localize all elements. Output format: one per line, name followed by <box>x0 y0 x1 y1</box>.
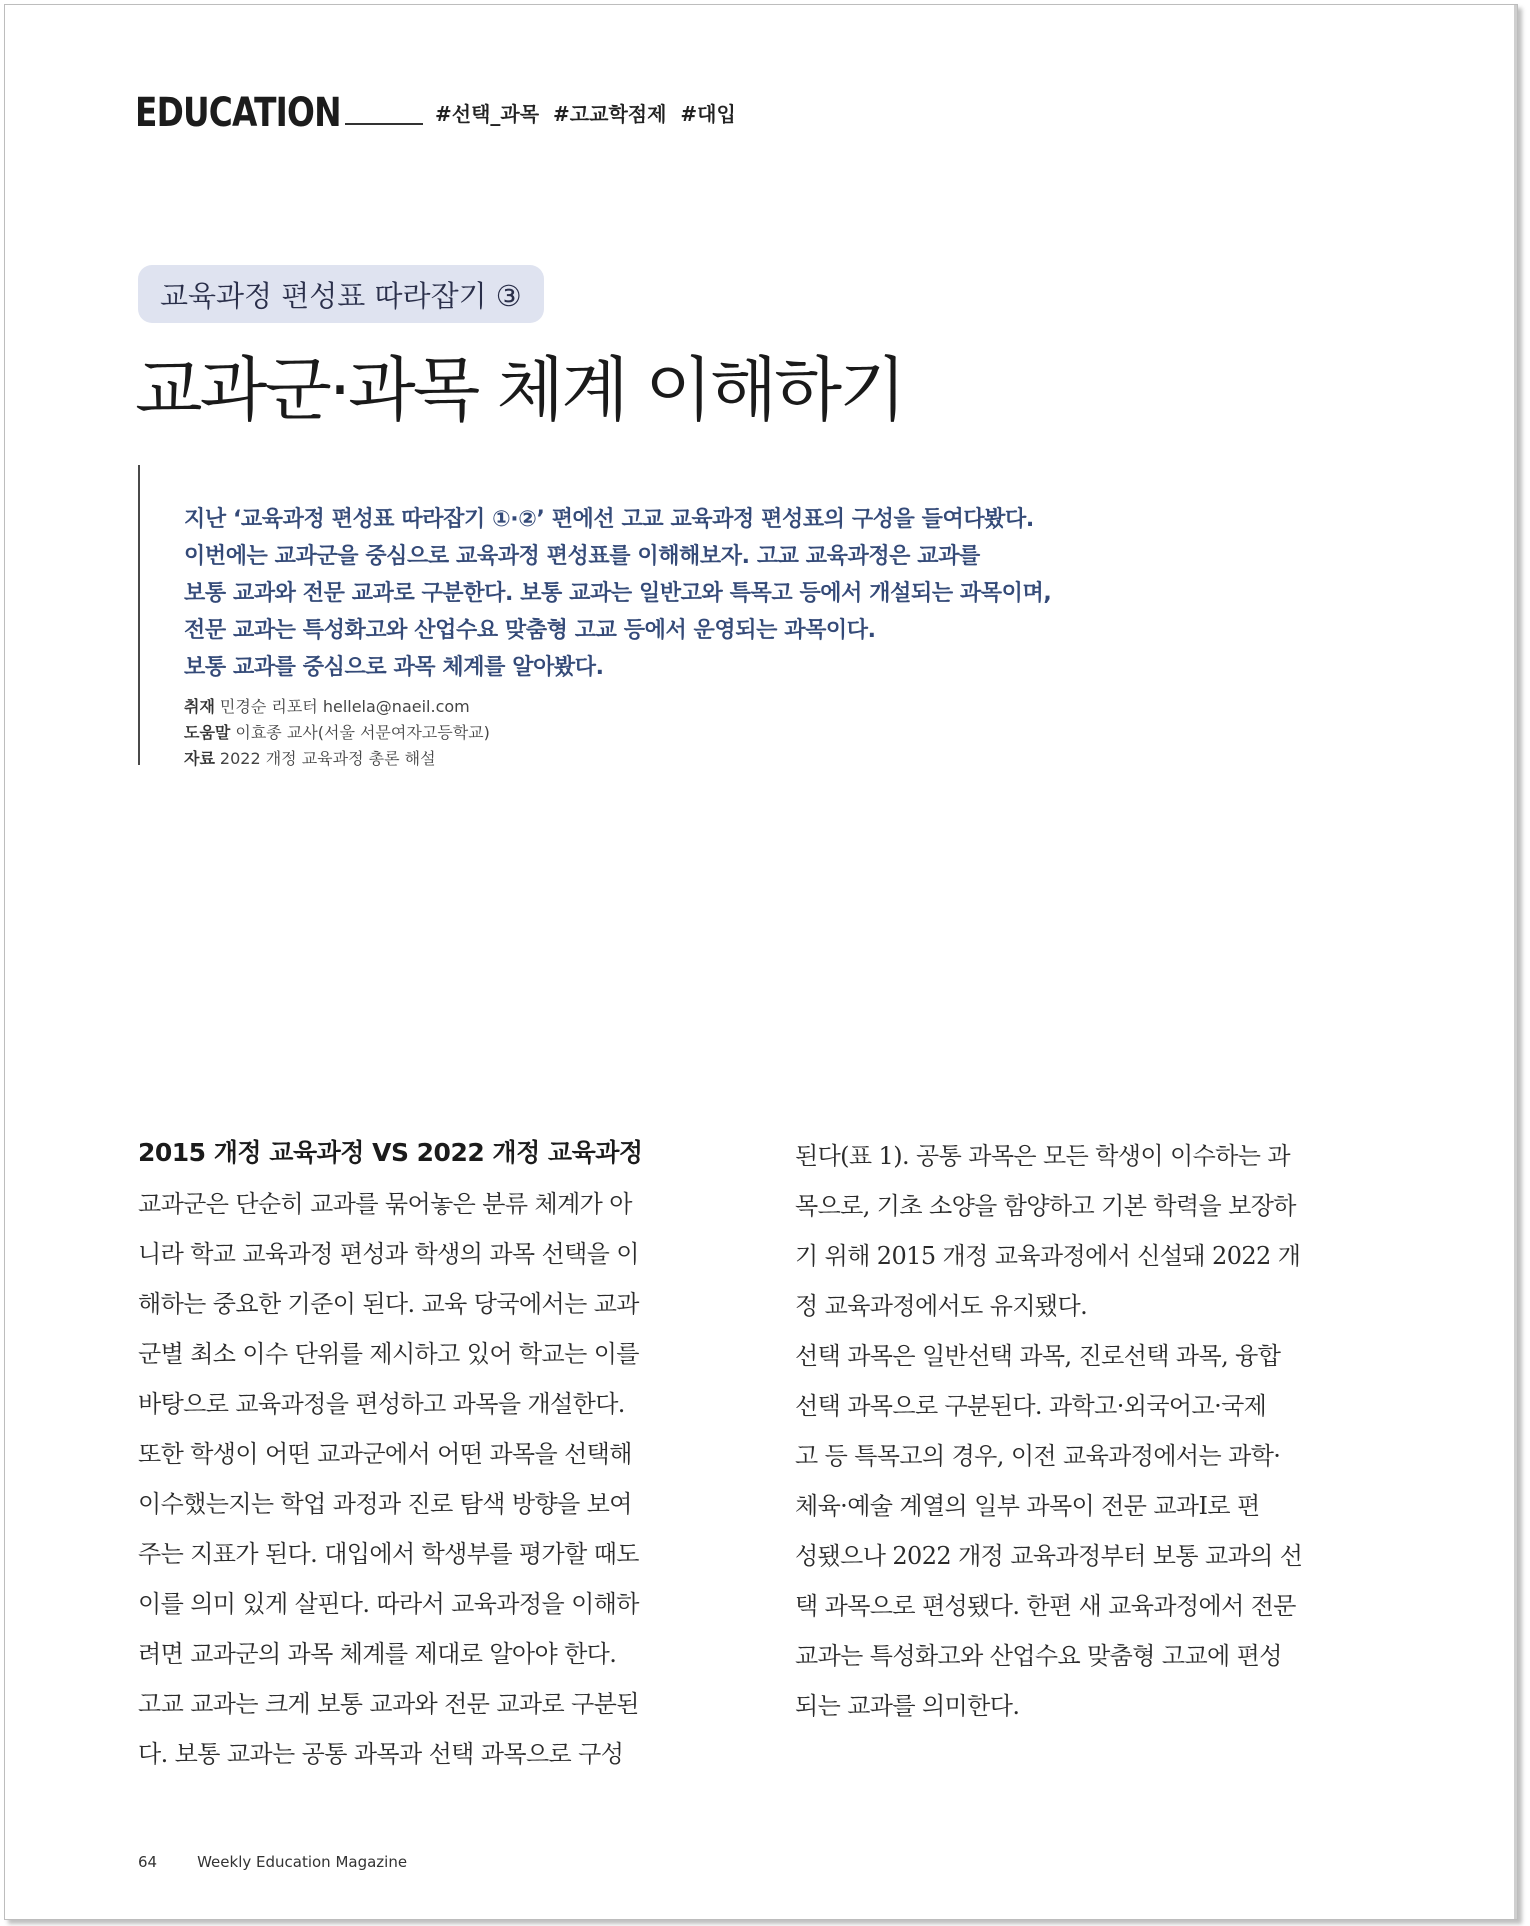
subheading: 2015 개정 교육과정 VS 2022 개정 교육과정 <box>138 1138 643 1167</box>
body-line: 이를 의미 있게 살핀다. 따라서 교육과정을 이해하 <box>138 1590 639 1618</box>
article-title: 교과군·과목 체계 이해하기 <box>135 349 904 431</box>
body-line: 체육·예술 계열의 일부 과목이 전문 교과Ⅰ로 편 <box>795 1492 1260 1520</box>
series-label: 교육과정 편성표 따라잡기 ③ <box>138 265 544 323</box>
body-line: 바탕으로 교육과정을 편성하고 과목을 개설한다. <box>138 1390 625 1418</box>
credits <box>184 694 1144 772</box>
credit-advisor <box>184 720 1144 746</box>
credit-text: 이효종 교사(서울 서문여자고등학교) <box>235 723 490 742</box>
credit-label: 도움말 <box>184 723 231 742</box>
body-line: 선택 과목으로 구분된다. 과학고·외국어고·국제 <box>795 1392 1267 1420</box>
body-line: 된다(표 1). 공통 과목은 모든 학생이 이수하는 과 <box>795 1142 1290 1170</box>
lead-line: 지난 ‘교육과정 편성표 따라잡기 ①·②’ 편에선 고교 교육과정 편성표의 구성을 들여다봤다. <box>184 507 1034 532</box>
body-line: 목으로, 기초 소양을 함양하고 기본 학력을 보장하 <box>795 1192 1296 1220</box>
body-line: 되는 교과를 의미한다. <box>795 1692 1020 1720</box>
body-line: 고교 교과는 크게 보통 교과와 전문 교과로 구분된 <box>138 1690 639 1718</box>
lead-text <box>184 501 1144 772</box>
hashtag: #고교학점제 <box>553 102 667 126</box>
page-number: 64 <box>138 1853 158 1871</box>
body-line: 정 교육과정에서도 유지됐다. <box>795 1292 1088 1320</box>
body-line: 선택 과목은 일반선택 과목, 진로선택 과목, 융합 <box>795 1342 1281 1370</box>
lead-line: 전문 교과는 특성화고와 산업수요 맞춤형 고교 등에서 운영되는 과목이다. <box>184 618 876 643</box>
body-line: 고 등 특목고의 경우, 이전 교육과정에서는 과학· <box>795 1442 1281 1470</box>
credit-source <box>184 746 1144 772</box>
body-line: 택 과목으로 편성됐다. 한편 새 교육과정에서 전문 <box>795 1592 1296 1620</box>
magazine-page <box>4 4 1518 1920</box>
body-line: 니라 학교 교육과정 편성과 학생의 과목 선택을 이 <box>138 1240 639 1268</box>
page-spine <box>1514 5 1517 1919</box>
lead-section <box>138 465 1140 768</box>
credit-text: 2022 개정 교육과정 총론 해설 <box>219 749 436 768</box>
hashtag: #대입 <box>680 102 736 126</box>
body-line: 또한 학생이 어떤 교과군에서 어떤 과목을 선택해 <box>138 1440 632 1468</box>
body-line: 다. 보통 교과는 공통 과목과 선택 과목으로 구성 <box>138 1740 624 1768</box>
hashtag-list <box>435 98 736 127</box>
magazine-name: Weekly Education Magazine <box>197 1853 408 1871</box>
body-line: 주는 지표가 된다. 대입에서 학생부를 평가할 때도 <box>138 1540 639 1568</box>
lead-line: 보통 교과와 전문 교과로 구분한다. 보통 교과는 일반고와 특목고 등에서 개설되는 과목이며, <box>184 581 1052 606</box>
credit-label: 자료 <box>184 749 215 768</box>
body-column-left <box>138 1131 728 1779</box>
credit-reporter <box>184 694 1144 720</box>
body-line: 이수했는지는 학업 과정과 진로 탐색 방향을 보여 <box>138 1490 632 1518</box>
credit-text: 민경순 리포터 hellela@naeil.com <box>219 697 470 716</box>
body-line: 기 위해 2015 개정 교육과정에서 신설돼 2022 개 <box>795 1242 1301 1270</box>
section-label: EDUCATION <box>135 90 341 136</box>
body-line: 군별 최소 이수 단위를 제시하고 있어 학교는 이를 <box>138 1340 639 1368</box>
hashtag: #선택_과목 <box>435 102 540 126</box>
body-line: 려면 교과군의 과목 체계를 제대로 알아야 한다. <box>138 1640 617 1668</box>
lead-line: 이번에는 교과군을 중심으로 교육과정 편성표를 이해해보자. 고교 교육과정은 교과를 <box>184 544 980 569</box>
lead-line: 보통 교과를 중심으로 과목 체계를 알아봤다. <box>184 655 604 680</box>
credit-label: 취재 <box>184 697 215 716</box>
page-footer <box>138 1853 407 1871</box>
body-column-right <box>795 1131 1385 1731</box>
header-rule <box>345 123 423 125</box>
body-line: 성됐으나 2022 개정 교육과정부터 보통 교과의 선 <box>795 1542 1303 1570</box>
body-line: 교과는 특성화고와 산업수요 맞춤형 고교에 편성 <box>795 1642 1282 1670</box>
body-line: 해하는 중요한 기준이 된다. 교육 당국에서는 교과 <box>138 1290 639 1318</box>
body-line: 교과군은 단순히 교과를 묶어놓은 분류 체계가 아 <box>138 1190 632 1218</box>
section-header <box>135 83 736 136</box>
